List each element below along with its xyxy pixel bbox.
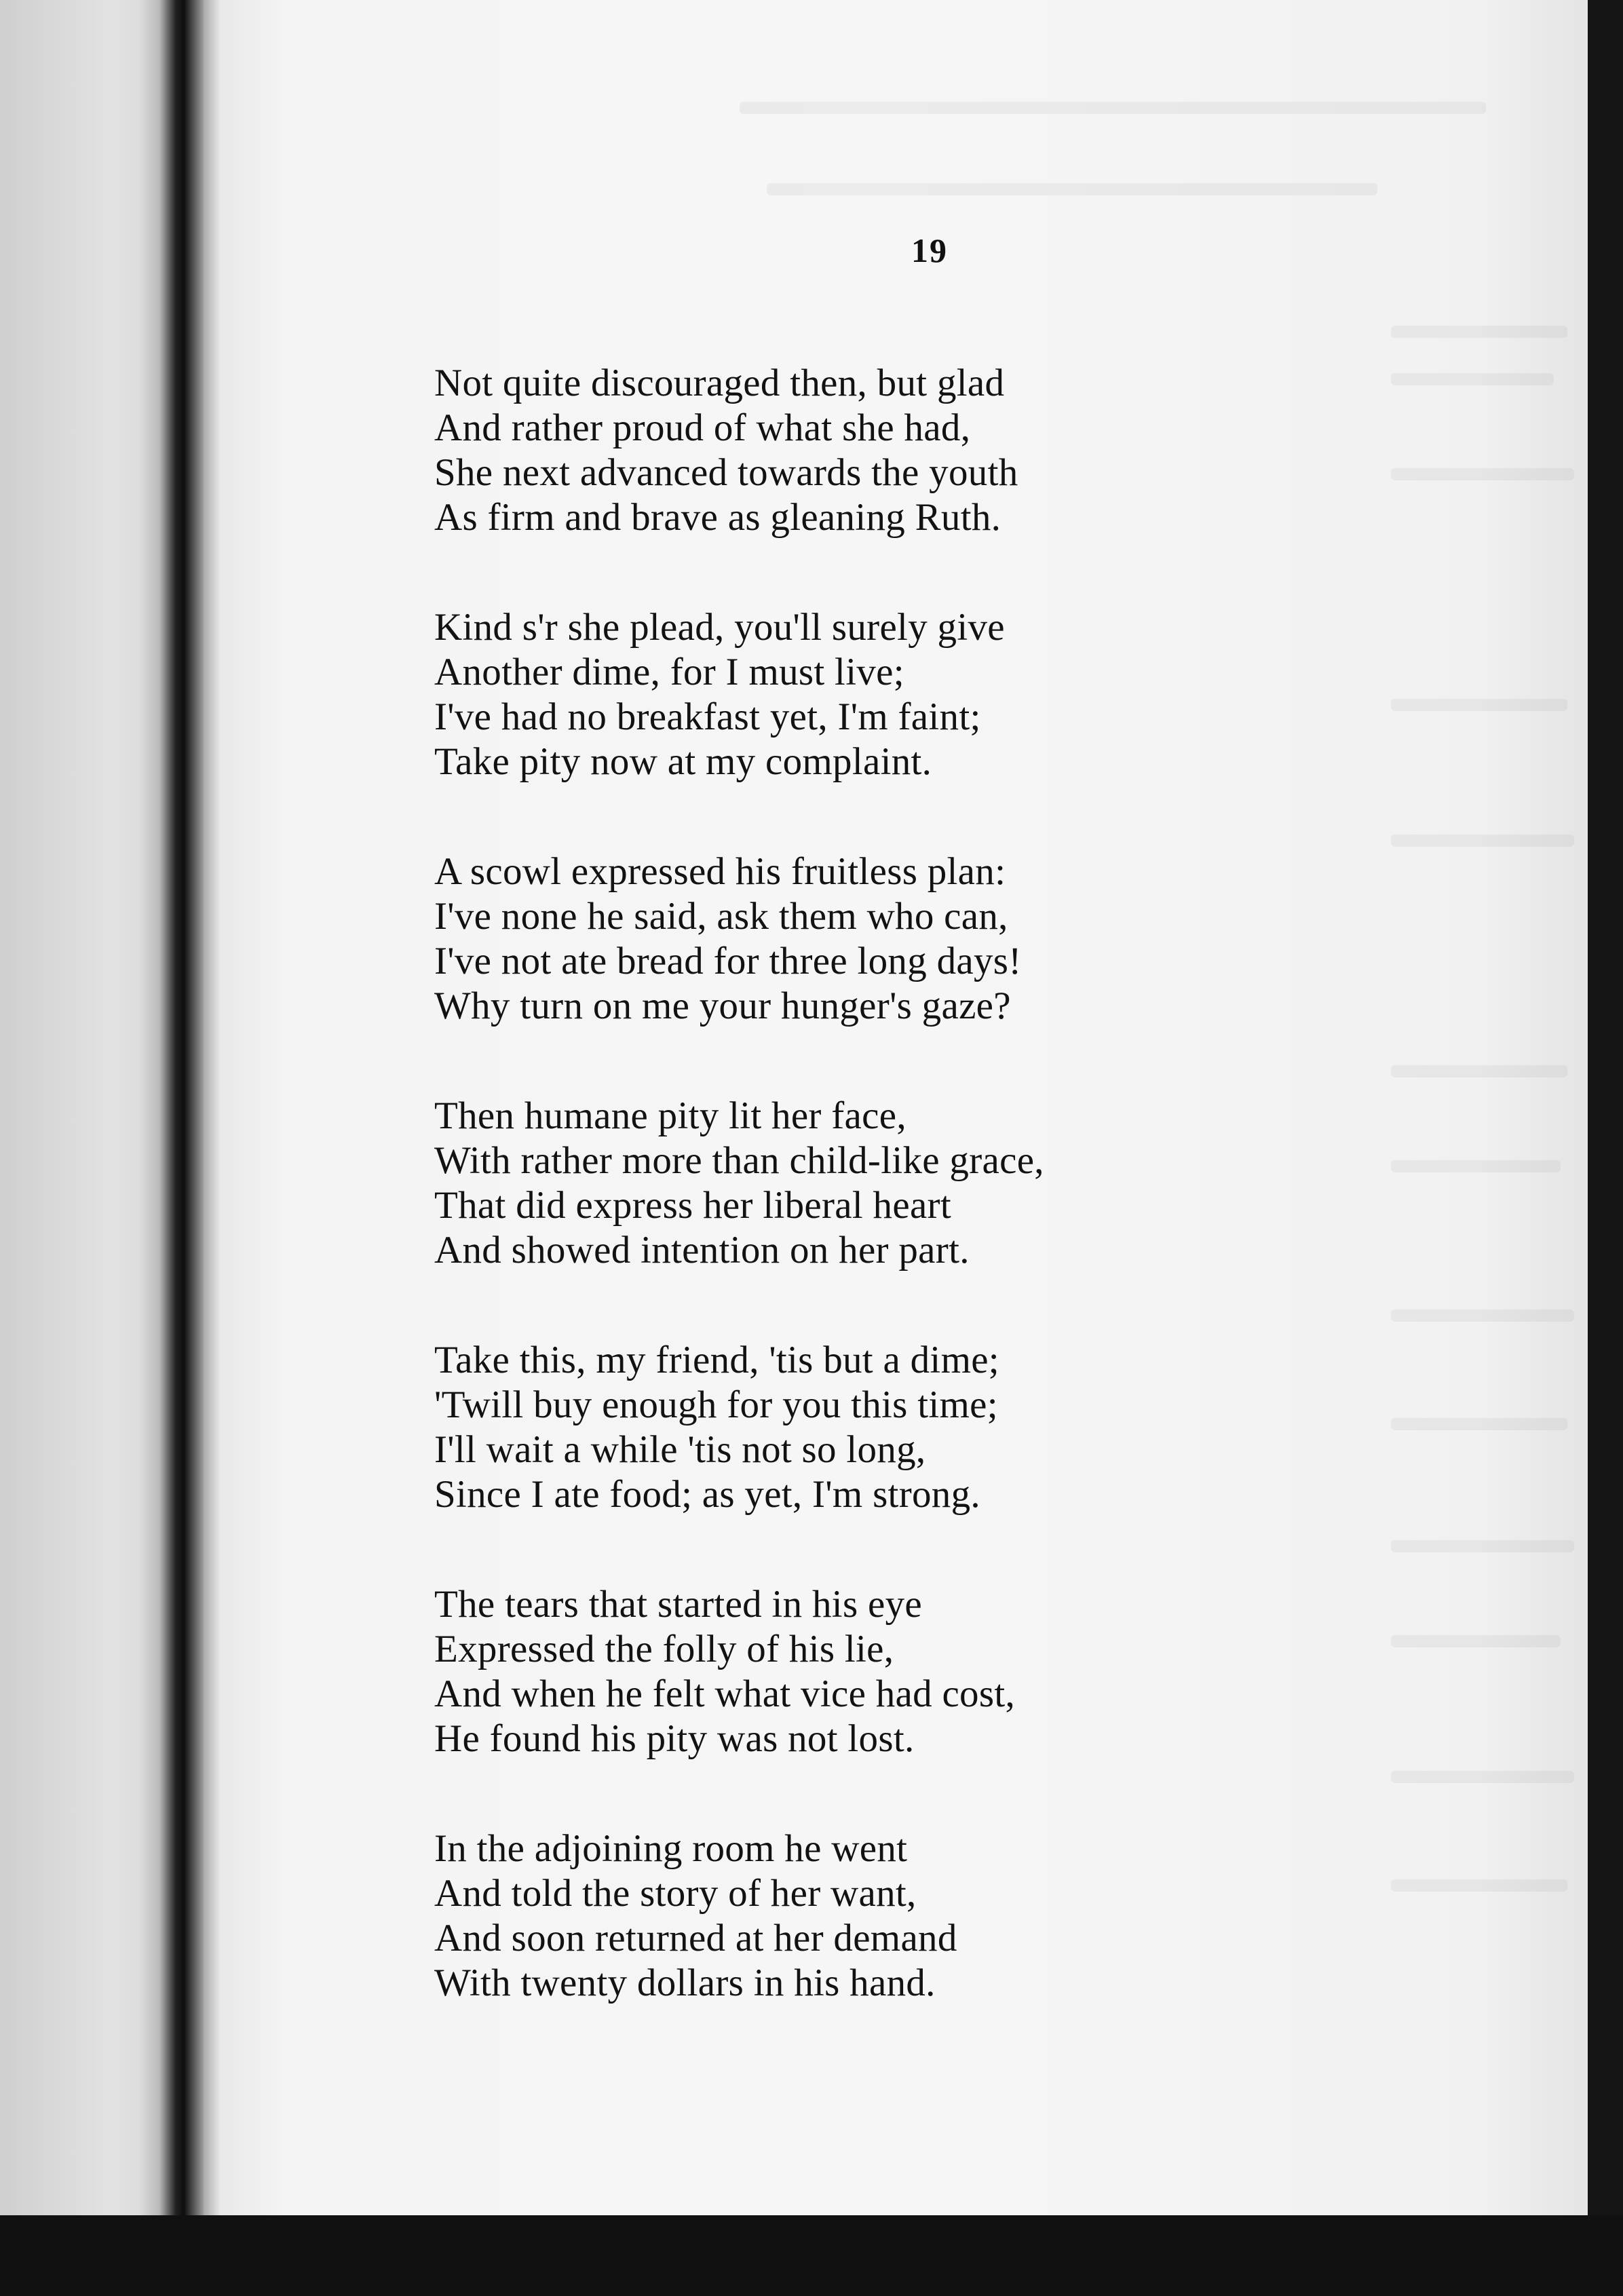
poem-text	[434, 361, 1493, 2071]
poem-line: With twenty dollars in his hand.	[434, 1962, 936, 2004]
poem-line: Another dime, for I must live;	[434, 651, 904, 693]
poem-line: A scowl expressed his fruitless plan:	[434, 850, 1006, 893]
poem-line: Why turn on me your hunger's gaze?	[434, 984, 1011, 1027]
stanza	[434, 1338, 1493, 1517]
poem-line: And soon returned at her demand	[434, 1917, 957, 1959]
poem-line: Not quite discouraged then, but glad	[434, 362, 1005, 404]
poem-line: With rather more than child-like grace,	[434, 1139, 1044, 1182]
poem-line: As firm and brave as gleaning Ruth.	[434, 496, 1001, 539]
poem-line: Then humane pity lit her face,	[434, 1094, 906, 1137]
right-scan-border	[1588, 0, 1623, 2296]
poem-line: In the adjoining room he went	[434, 1827, 908, 1870]
book-spine-shadow	[139, 0, 221, 2296]
poem-line: 'Twill buy enough for you this time;	[434, 1383, 998, 1426]
stanza	[434, 1582, 1493, 1761]
poem-line: The tears that started in his eye	[434, 1583, 922, 1626]
poem-line: I've had no breakfast yet, I'm faint;	[434, 695, 981, 738]
poem-line: And showed intention on her part.	[434, 1229, 970, 1271]
stanza	[434, 361, 1493, 540]
poem-line: Expressed the folly of his lie,	[434, 1628, 894, 1670]
poem-line: That did express her liberal heart	[434, 1184, 951, 1227]
bottom-scan-border	[0, 2215, 1623, 2296]
stanza	[434, 849, 1493, 1029]
poem-line: I'll wait a while 'tis not so long,	[434, 1428, 926, 1471]
poem-line: And rather proud of what she had,	[434, 406, 971, 449]
page-number: 19	[911, 231, 948, 269]
poem-line: And told the story of her want,	[434, 1872, 917, 1915]
poem-line: Take this, my friend, 'tis but a dime;	[434, 1339, 999, 1381]
poem-line: She next advanced towards the youth	[434, 451, 1018, 494]
stanza	[434, 605, 1493, 784]
stanza	[434, 1094, 1493, 1273]
poem-line: I've not ate bread for three long days!	[434, 940, 1022, 982]
poem-line: Take pity now at my complaint.	[434, 740, 932, 783]
poem-line: Kind s'r she plead, you'll surely give	[434, 606, 1005, 649]
poem-line: Since I ate food; as yet, I'm strong.	[434, 1473, 980, 1516]
poem-line: And when he felt what vice had cost,	[434, 1672, 1016, 1715]
poem-line: He found his pity was not lost.	[434, 1717, 915, 1760]
stanza	[434, 1826, 1493, 2006]
poem-line: I've none he said, ask them who can,	[434, 895, 1008, 938]
